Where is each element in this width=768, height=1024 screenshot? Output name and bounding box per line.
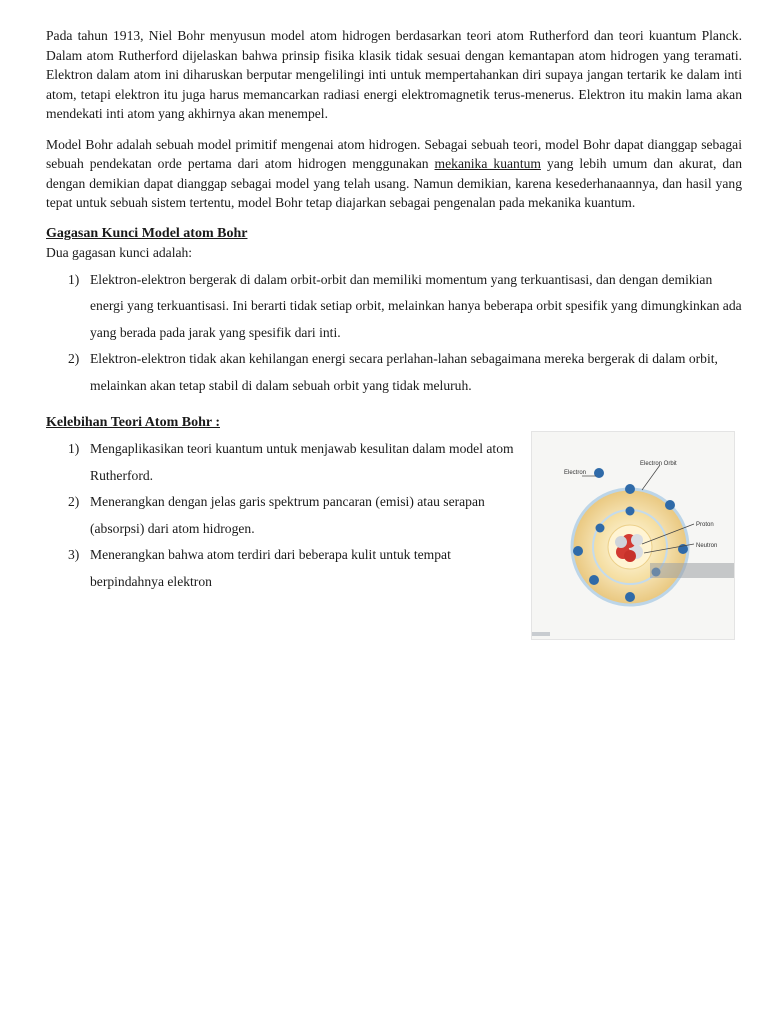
list-item xyxy=(46,542,526,595)
list-number: 3) xyxy=(68,547,80,562)
intro-paragraph: Pada tahun 1913, Niel Bohr menyusun model atom hidrogen berdasarkan teori atom Rutherford dan teori kuantum Planck. Dalam atom Rutherford dijelaskan bahwa prinsip fisika klasik tidak sesuai dengan kemantapan atom hidrogen yang teramati. Elektron dalam atom ini diharuskan berputar mengelilingi inti untuk mempertahankan diri supaya jangan tertarik ke dalam inti atom, tetapi elektron itu juga harus memancarkan radiasi energi elektromagnetik terus-menerus. Elektron itu makin lama akan mendekati inti atom yang akhirnya akan menempel. xyxy=(46,28,742,121)
list-number: 2) xyxy=(68,494,80,509)
electron-dot xyxy=(626,507,635,516)
watermark-strip xyxy=(650,563,734,578)
advantages-section xyxy=(46,413,526,595)
advantages-heading: Kelebihan Teori Atom Bohr : xyxy=(46,415,220,430)
list-item xyxy=(46,436,526,489)
neutron-ball xyxy=(615,536,627,548)
list-item-text: Menerangkan dengan jelas garis spektrum pancaran (emisi) atau serapan (absorpsi) dari atom hidrogen. xyxy=(90,494,485,536)
corner-mark xyxy=(532,632,550,636)
bohr-atom-figure xyxy=(531,431,735,640)
list-item-text: Menerangkan bahwa atom terdiri dari beberapa kulit untuk tempat berpindahnya elektron xyxy=(90,547,451,589)
key-ideas-section xyxy=(46,224,742,400)
list-number: 1) xyxy=(68,271,80,287)
list-item xyxy=(46,489,526,542)
proton-ball xyxy=(624,550,636,562)
list-item xyxy=(46,267,742,347)
key-ideas-lead: Dua gagasan kunci adalah: xyxy=(46,244,193,260)
electron-dot xyxy=(589,575,599,585)
list-item-text: Elektron-elektron tidak akan kehilangan energi secara perlahan-lahan sebagaimana mereka bergerak di dalam orbit, melainkan akan tetap stabil di dalam sebuah orbit yang tidak meluruh. xyxy=(90,351,718,393)
electron-dot xyxy=(625,484,635,494)
proton-label: Proton xyxy=(696,522,714,528)
electron-dot xyxy=(596,524,605,533)
bohr-model-paragraph xyxy=(46,135,742,213)
key-ideas-heading: Gagasan Kunci Model atom Bohr xyxy=(46,225,248,241)
mekanika-kuantum-link[interactable]: mekanika kuantum xyxy=(434,156,541,171)
neutron-label: Neutron xyxy=(696,543,718,549)
list-number: 2) xyxy=(68,351,80,366)
list-item xyxy=(46,346,742,399)
electron-dot xyxy=(594,468,604,478)
electron-label: Electron xyxy=(564,470,587,476)
key-ideas-list xyxy=(46,267,742,400)
electron-dot xyxy=(625,592,635,602)
electron-dot xyxy=(573,546,583,556)
list-number: 1) xyxy=(68,441,80,456)
list-item-text: Elektron-elektron bergerak di dalam orbit-orbit dan memiliki momentum yang terkuantisasi, dan dengan demikian energi yang terkuantisasi. Ini berarti tidak setiap orbit, melainkan hanya beberapa orbit spesifik yang dimungkinkan ada yang berada pada jarak yang spesifik dari inti. xyxy=(90,271,742,340)
neutron-ball xyxy=(631,534,643,546)
nucleus xyxy=(615,534,643,562)
paragraph-text-before: Model Bohr adalah sebuah model primitif mengenai atom hidrogen. Sebagai sebuah teori, model Bohr dapat dianggap sebagai sebuah pendekatan orde pertama dari atom hidrogen menggunakan xyxy=(46,136,742,171)
advantages-list xyxy=(46,436,526,595)
electron-orbit-label: Electron Orbit xyxy=(640,461,677,467)
electron-dot xyxy=(665,500,675,510)
paragraph-text-after: yang lebih umum dan akurat, dan dengan demikian dapat dianggap sebagai model yang telah usang. Namun demikian, karena kesederhanaannya, dan hasil yang tepat untuk sebuah sistem tertentu, model Bohr tetap diajarkan sebagai pengenalan pada mekanika kuantum. xyxy=(46,156,743,210)
list-item-text: Mengaplikasikan teori kuantum untuk menjawab kesulitan dalam model atom Rutherford. xyxy=(90,441,514,483)
bohr-atom-diagram xyxy=(532,432,734,639)
